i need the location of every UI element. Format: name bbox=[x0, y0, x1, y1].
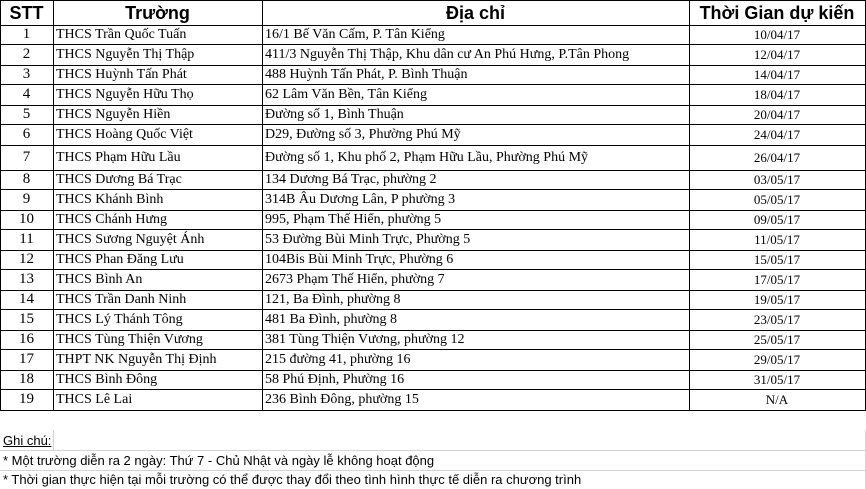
cell-stt: 4 bbox=[22, 86, 31, 102]
cell-stt: 5 bbox=[22, 106, 31, 122]
row-border bbox=[0, 290, 866, 291]
cell-time: 09/05/17 bbox=[753, 212, 801, 227]
cell-time: 20/04/17 bbox=[753, 107, 801, 122]
cell-school: THCS Trần Danh Ninh bbox=[56, 291, 187, 307]
cell-time: 05/05/17 bbox=[753, 192, 801, 207]
header-time: Thời Gian dự kiến bbox=[699, 2, 855, 23]
cell-stt: 15 bbox=[19, 311, 34, 327]
row-border bbox=[0, 210, 866, 211]
cell-stt: 2 bbox=[22, 46, 31, 62]
cell-address: Đường số 1, Bình Thuận bbox=[265, 106, 404, 122]
cell-time: 10/04/17 bbox=[753, 27, 801, 42]
note-line: * Thời gian thực hiện tại mỗi trường có thể được thay đổi theo tình hình thực tế diễn ra chương trình bbox=[3, 472, 582, 487]
column-border bbox=[689, 0, 690, 411]
cell-school: THCS Dương Bá Trạc bbox=[56, 171, 182, 187]
row-border bbox=[0, 330, 866, 331]
notes-title: Ghi chú: bbox=[3, 433, 52, 448]
column-border bbox=[262, 0, 263, 411]
cell-school: THCS Lê Lai bbox=[56, 391, 133, 407]
cell-school: THCS Sương Nguyệt Ánh bbox=[56, 231, 205, 247]
cell-address: 488 Huỳnh Tấn Phát, P. Bình Thuận bbox=[265, 66, 468, 82]
row-border bbox=[0, 349, 866, 350]
row-border bbox=[0, 229, 866, 230]
cell-address: 16/1 Bế Văn Cấm, P. Tân Kiểng bbox=[265, 26, 445, 42]
cell-time: 24/04/17 bbox=[753, 127, 801, 142]
cell-address: 314B Âu Dương Lân, P phường 3 bbox=[265, 191, 456, 207]
cell-school: THCS Trần Quốc Tuấn bbox=[56, 26, 187, 42]
row-border bbox=[0, 84, 866, 85]
cell-stt: 7 bbox=[22, 149, 31, 165]
cell-time: 14/04/17 bbox=[753, 67, 801, 82]
column-border bbox=[0, 0, 1, 411]
row-border bbox=[0, 189, 866, 190]
cell-address: Đường số 1, Khu phố 2, Phạm Hữu Lầu, Phường Phú Mỹ bbox=[265, 149, 589, 165]
cell-stt: 10 bbox=[19, 211, 34, 227]
cell-address: 481 Ba Đình, phường 8 bbox=[265, 311, 398, 327]
header-school: Trường bbox=[125, 2, 190, 23]
cell-school: THCS Nguyễn Thị Thập bbox=[56, 46, 195, 62]
row-border bbox=[0, 25, 866, 26]
cell-school: THCS Phạm Hữu Lầu bbox=[56, 149, 181, 165]
row-border bbox=[0, 269, 866, 270]
gridline bbox=[0, 470, 866, 471]
cell-time: 29/05/17 bbox=[753, 352, 801, 367]
row-border bbox=[0, 170, 866, 171]
cell-school: THCS Nguyễn Hiền bbox=[56, 106, 171, 122]
header-stt: STT bbox=[9, 2, 44, 23]
cell-time: 31/05/17 bbox=[753, 372, 801, 387]
cell-stt: 8 bbox=[22, 171, 31, 187]
row-border bbox=[0, 65, 866, 66]
cell-school: THCS Phan Đăng Lưu bbox=[56, 251, 184, 267]
cell-address: 121, Ba Đình, phường 8 bbox=[265, 291, 401, 307]
cell-school: THCS Nguyễn Hữu Thọ bbox=[56, 86, 194, 102]
cell-address: 995, Phạm Thế Hiển, phường 5 bbox=[265, 211, 442, 227]
cell-stt: 14 bbox=[19, 291, 34, 307]
cell-school: THCS Hoàng Quốc Việt bbox=[56, 126, 193, 142]
row-border bbox=[0, 124, 866, 125]
header-address: Địa chỉ bbox=[445, 2, 506, 23]
cell-school: THCS Bình Đông bbox=[56, 371, 158, 387]
cell-time: 23/05/17 bbox=[753, 312, 801, 327]
cell-stt: 1 bbox=[22, 26, 31, 42]
cell-school: THCS Huỳnh Tấn Phát bbox=[56, 66, 187, 82]
cell-time: 26/04/17 bbox=[753, 150, 801, 165]
cell-address: 236 Bình Đông, phường 15 bbox=[265, 391, 419, 407]
cell-time: 03/05/17 bbox=[753, 172, 801, 187]
cell-stt: 16 bbox=[19, 331, 34, 347]
column-border bbox=[53, 0, 54, 411]
cell-address: 104Bis Bùi Minh Trực, Phường 6 bbox=[265, 251, 454, 267]
cell-school: THCS Tùng Thiện Vương bbox=[56, 331, 203, 347]
row-border bbox=[0, 410, 866, 411]
row-border bbox=[0, 389, 866, 390]
cell-time: 17/05/17 bbox=[753, 272, 801, 287]
cell-school: THCS Khánh Bình bbox=[56, 191, 164, 207]
cell-address: 381 Tùng Thiện Vương, phường 12 bbox=[265, 331, 465, 347]
cell-stt: 17 bbox=[19, 351, 34, 367]
cell-address: D29, Đường số 3, Phường Phú Mỹ bbox=[265, 126, 461, 142]
cell-stt: 12 bbox=[19, 251, 34, 267]
cell-time: 12/04/17 bbox=[753, 47, 801, 62]
row-border bbox=[0, 105, 866, 106]
cell-stt: 11 bbox=[19, 231, 34, 247]
cell-time: 25/05/17 bbox=[753, 332, 801, 347]
cell-address: 62 Lâm Văn Bền, Tân Kiểng bbox=[265, 86, 428, 102]
cell-stt: 19 bbox=[19, 391, 34, 407]
cell-stt: 3 bbox=[22, 66, 31, 82]
row-border bbox=[0, 145, 866, 146]
row-border bbox=[0, 250, 866, 251]
cell-school: THCS Bình An bbox=[56, 271, 143, 287]
row-border bbox=[0, 370, 866, 371]
note-line: * Một trường diễn ra 2 ngày: Thứ 7 - Chủ Nhật và ngày lễ không hoạt động bbox=[3, 452, 435, 468]
cell-time: 15/05/17 bbox=[753, 252, 801, 267]
cell-school: THCS Lý Thánh Tông bbox=[56, 311, 183, 327]
cell-stt: 18 bbox=[19, 371, 34, 387]
cell-stt: 13 bbox=[19, 271, 34, 287]
row-border bbox=[0, 44, 866, 45]
cell-address: 2673 Phạm Thế Hiển, phường 7 bbox=[265, 271, 445, 287]
cell-school: THPT NK Nguyễn Thị Định bbox=[56, 351, 217, 367]
row-border bbox=[0, 309, 866, 310]
cell-address: 58 Phú Định, Phường 16 bbox=[265, 371, 405, 387]
cell-time: N/A bbox=[765, 392, 789, 407]
cell-address: 134 Dương Bá Trạc, phường 2 bbox=[265, 171, 437, 187]
cell-address: 215 đường 41, phường 16 bbox=[265, 351, 411, 367]
gridline bbox=[0, 450, 866, 451]
row-border bbox=[0, 0, 866, 1]
cell-time: 19/05/17 bbox=[753, 292, 801, 307]
cell-time: 11/05/17 bbox=[754, 232, 800, 247]
cell-address: 411/3 Nguyễn Thị Thập, Khu dân cư An Phú Hưng, P.Tân Phong bbox=[265, 46, 630, 62]
cell-address: 53 Đường Bùi Minh Trực, Phường 5 bbox=[265, 231, 471, 247]
cell-time: 18/04/17 bbox=[753, 87, 801, 102]
cell-school: THCS Chánh Hưng bbox=[56, 211, 168, 227]
cell-stt: 9 bbox=[22, 191, 31, 207]
gridline bbox=[53, 430, 54, 450]
cell-stt: 6 bbox=[22, 126, 31, 142]
